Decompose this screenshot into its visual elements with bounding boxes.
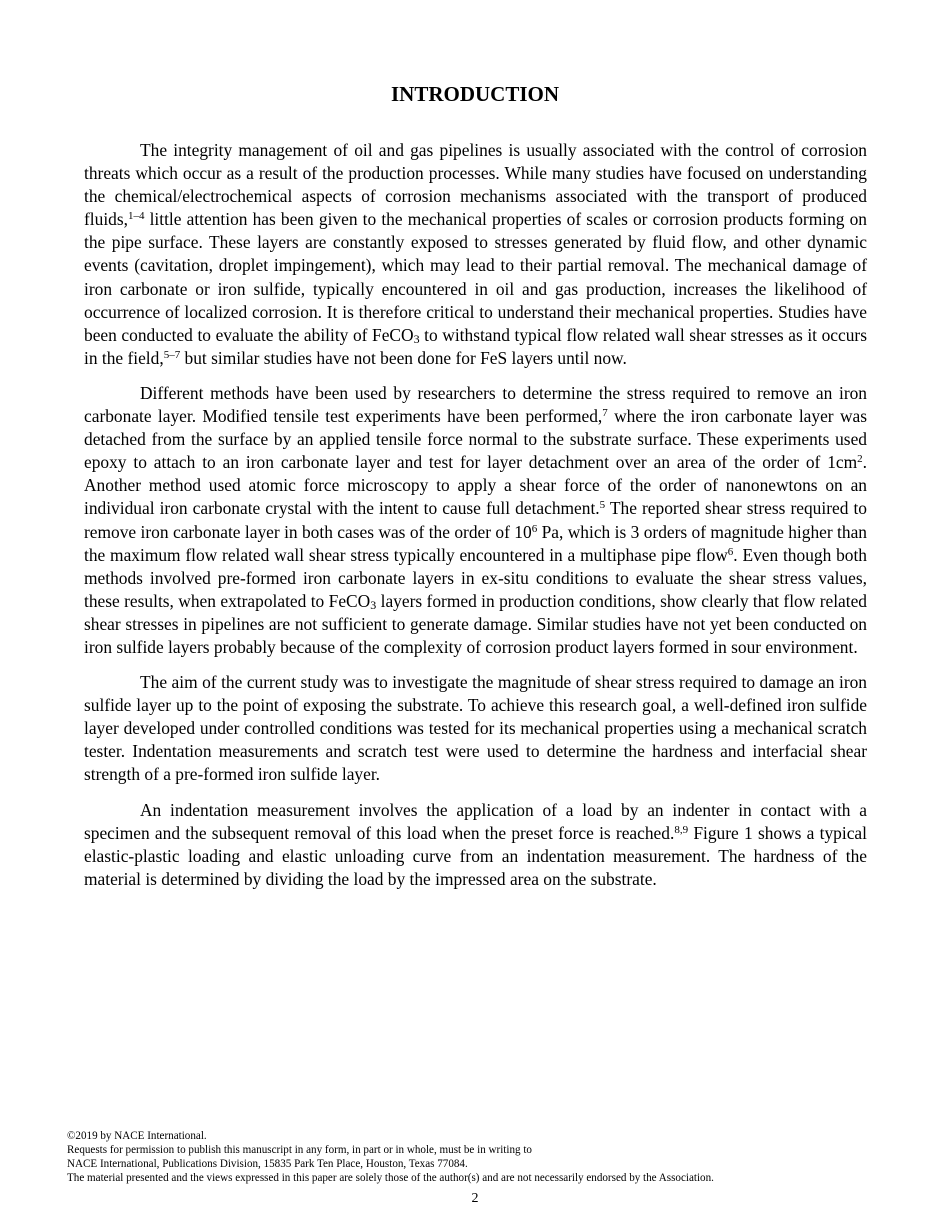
subscript: 3 [370,597,377,612]
text-run: The aim of the current study was to investigate the magnitude of shear stress required to damage an iron sulfide layer up to the point of exposing the substrate. To achieve this research goal, a well-defined iron sulfide layer developed under controlled conditions was tested for its mechanical properties using a mechanical scratch tester. Indentation measurements and scratch test were used to determine the hardness and interfacial shear strength of a pre-formed iron sulfide layer. [84,672,867,785]
text-run: The reported shear stress required to remove iron carbonate layer in both cases was of the order of 10 [84,498,867,542]
text-run: . Even though both methods involved pre-formed iron carbonate layers in ex-situ conditions to evaluate the shear stress values, these results, when extrapolated to FeCO [84,544,867,611]
citation-ref: 6 [727,545,734,558]
copyright-footer [67,1129,887,1185]
paragraph-3 [84,671,867,786]
citation-ref: 5–7 [163,348,181,361]
footer-copyright-line: ©2019 by NACE International. [67,1130,207,1142]
text-run: An indentation measurement involves the application of a load by an indenter in contact with a specimen and the subsequent removal of this load when the preset force is reached. [84,799,867,843]
citation-ref: 1–4 [127,210,145,223]
paragraph-1 [84,139,867,370]
superscript: 2 [857,453,863,466]
paragraph-4 [84,799,867,891]
section-heading: INTRODUCTION [390,82,560,106]
footer-permission-line: Requests for permission to publish this manuscript in any form, in part or in whole, must be in writing to [67,1144,532,1156]
text-run: Figure 1 shows a typical elastic-plastic loading and elastic unloading curve from an indentation measurement. The hardness of the material is determined by dividing the load by the impressed area on the substrate. [84,822,867,889]
superscript: 6 [531,522,538,535]
footer-address-line: NACE International, Publications Division, 15835 Park Ten Place, Houston, Texas 77084. [67,1158,468,1170]
footer-disclaimer-line: The material presented and the views expressed in this paper are solely those of the author(s) and are not necessarily endorsed by the Association. [67,1172,714,1184]
body-text [84,139,867,903]
citation-ref: 5 [599,499,606,512]
paragraph-2 [84,382,867,659]
text-run: The integrity management of oil and gas pipelines is usually associated with the control of corrosion threats which occur as a result of the production processes. While many studies have focused on understanding the chemical/electrochemical aspects of corrosion mechanisms associated with the transport of produced fluids, [84,140,867,230]
text-run: where the iron carbonate layer was detached from the surface by an applied tensile force normal to the substrate surface. These experiments used epoxy to attach to an iron carbonate layer and test for layer detachment over an area of the order of 1cm [84,406,867,473]
citation-ref: 8,9 [674,823,689,836]
subscript: 3 [413,331,420,346]
text-run: layers formed in production conditions, show clearly that flow related shear stresses in pipelines are not sufficient to generate damage. Similar studies have not yet been conducted on iron sulfide layers probably because of the complexity of corrosion product layers formed in sour environment. [84,590,867,657]
text-run: . Another method used atomic force microscopy to apply a shear force of the order of nanonewtons on an individual iron carbonate crystal with the intent to cause full detachment. [84,452,867,519]
text-run: Pa, which is 3 orders of magnitude higher than the maximum flow related wall shear stress typically encountered in a multiphase pipe flow [84,521,867,565]
page-number: 2 [471,1191,479,1206]
text-run: Different methods have been used by researchers to determine the stress required to remove an iron carbonate layer. Modified tensile test experiments have been performed, [84,382,867,427]
text-run: but similar studies have not been done for FeS layers until now. [180,347,627,368]
text-run: little attention has been given to the mechanical properties of scales or corrosion products forming on the pipe surface. These layers are constantly exposed to stresses generated by fluid flow, and other dynamic events (cavitation, droplet impingement), which may lead to their partial removal. The mechanical damage of iron carbonate or iron sulfide, typically encountered in oil and gas production, increases the likelihood of occurrence of localized corrosion. It is therefore critical to understand their mechanical properties. Studies have been conducted to evaluate the ability of FeCO [84,209,867,345]
citation-ref: 7 [602,407,608,420]
text-run: to withstand typical flow related wall shear stresses as it occurs in the field, [84,324,867,368]
